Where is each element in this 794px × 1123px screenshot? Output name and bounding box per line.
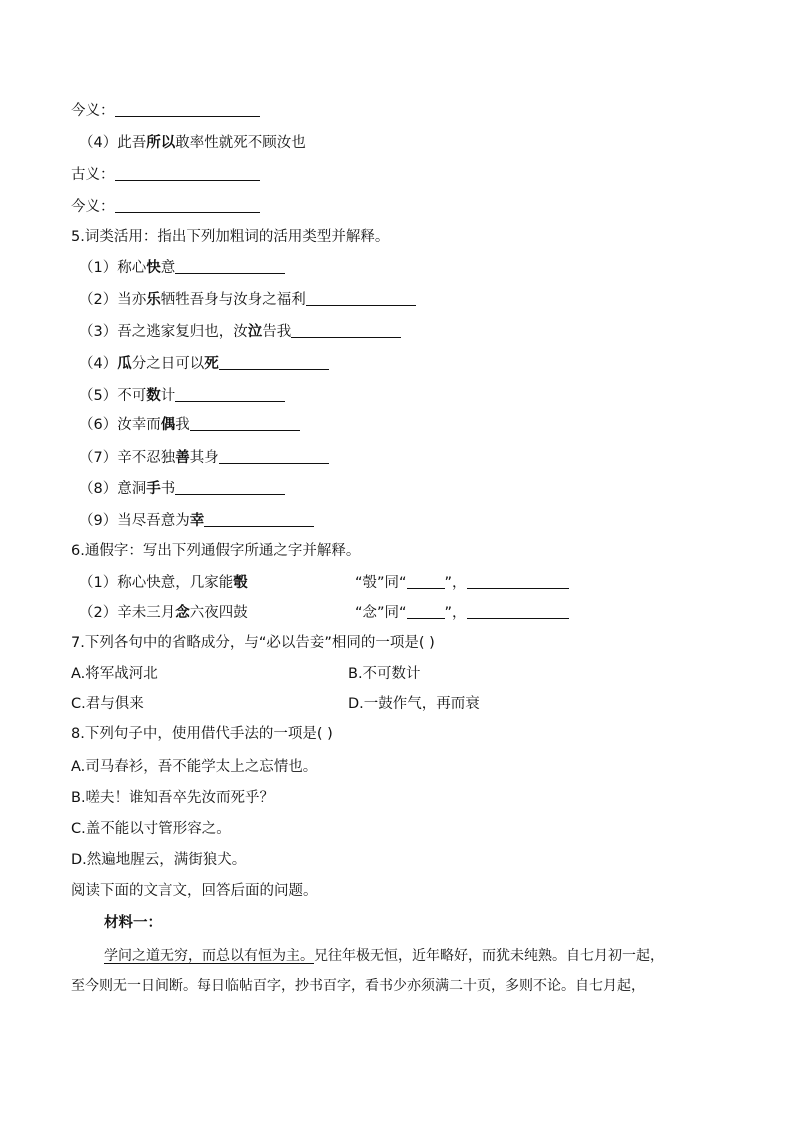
q8-title: 8.下列句子中，使用借代手法的一项是( ): [71, 726, 333, 742]
answer-blank[interactable]: [291, 321, 401, 338]
guyi-line: 古义：: [71, 163, 260, 187]
q5-item: （2）当亦乐牺牲吾身与汝身之福利: [79, 288, 416, 312]
option-b[interactable]: B.嗟夫！谁知吾卒先汝而死乎？: [71, 790, 275, 806]
q5-item: （8）意洞手书: [79, 477, 285, 501]
answer-blank[interactable]: [407, 602, 445, 619]
answer-blank[interactable]: [190, 414, 300, 431]
q7-title: 7.下列各句中的省略成分，与“必以告妾”相同的一项是( ): [71, 635, 435, 651]
jinyi-line-a: 今义：: [71, 99, 260, 123]
reading-intro: 阅读下面的文言文，回答后面的问题。: [71, 883, 318, 899]
answer-blank[interactable]: [467, 572, 569, 589]
q7-options-row: [71, 662, 571, 686]
option-d[interactable]: D.然遍地腥云，满街狼犬。: [71, 852, 247, 868]
q5-item: （9）当尽吾意为幸: [79, 509, 314, 533]
answer-blank[interactable]: [175, 257, 285, 274]
q5-item: （5）不可数计: [79, 384, 285, 408]
option-c[interactable]: C.盖不能以寸管形容之。: [71, 821, 231, 837]
option-b[interactable]: B.不可数计: [348, 666, 421, 682]
answer-blank[interactable]: [115, 164, 260, 181]
q5-item: （7）辛不忍独善其身: [79, 446, 329, 470]
answer-blank[interactable]: [219, 447, 329, 464]
q5-title: 5.词类活用：指出下列加粗词的活用类型并解释。: [71, 229, 390, 245]
answer-blank[interactable]: [175, 478, 285, 495]
option-d[interactable]: D.一鼓作气，再而衰: [348, 696, 480, 712]
q5-item: （6）汝幸而偶我: [79, 413, 300, 437]
q6-item: （1）称心快意，几家能彀 “彀”同“ ”，: [79, 571, 639, 595]
q5-item: （1）称心快意: [79, 256, 285, 280]
answer-blank[interactable]: [175, 385, 285, 402]
option-c[interactable]: C.君与俱来: [71, 696, 144, 712]
q6-item: （2）辛未三月念六夜四鼓 “念”同“ ”，: [79, 601, 639, 625]
answer-blank[interactable]: [115, 196, 260, 213]
material-paragraph-line: 学问之道无穷，而总以有恒为主。兄往年极无恒，近年略好，而犹未纯熟。自七月初一起，: [104, 948, 664, 964]
q5-item: （3）吾之逃家复归也，汝泣告我: [79, 320, 401, 344]
q6-title: 6.通假字：写出下列通假字所通之字并解释。: [71, 543, 361, 559]
material-heading: 材料一：: [104, 914, 162, 931]
answer-blank[interactable]: [407, 572, 445, 589]
option-a[interactable]: A.司马春衫，吾不能学太上之忘情也。: [71, 759, 318, 775]
answer-blank[interactable]: [306, 289, 416, 306]
answer-blank[interactable]: [115, 100, 260, 117]
q5-item: （4）瓜分之日可以死: [79, 352, 329, 376]
answer-blank[interactable]: [219, 353, 329, 370]
material-paragraph-line: 至今则无一日间断。每日临帖百字，抄书百字，看书少亦须满二十页，多则不论。自七月起，: [71, 978, 645, 994]
jinyi-line-b: 今义：: [71, 195, 260, 219]
item4-line: （4）此吾所以敢率性就死不顾汝也: [79, 135, 306, 151]
answer-blank[interactable]: [204, 510, 314, 527]
q7-options-row: [71, 692, 571, 716]
answer-blank[interactable]: [467, 602, 569, 619]
option-a[interactable]: A.将军战河北: [71, 666, 158, 682]
